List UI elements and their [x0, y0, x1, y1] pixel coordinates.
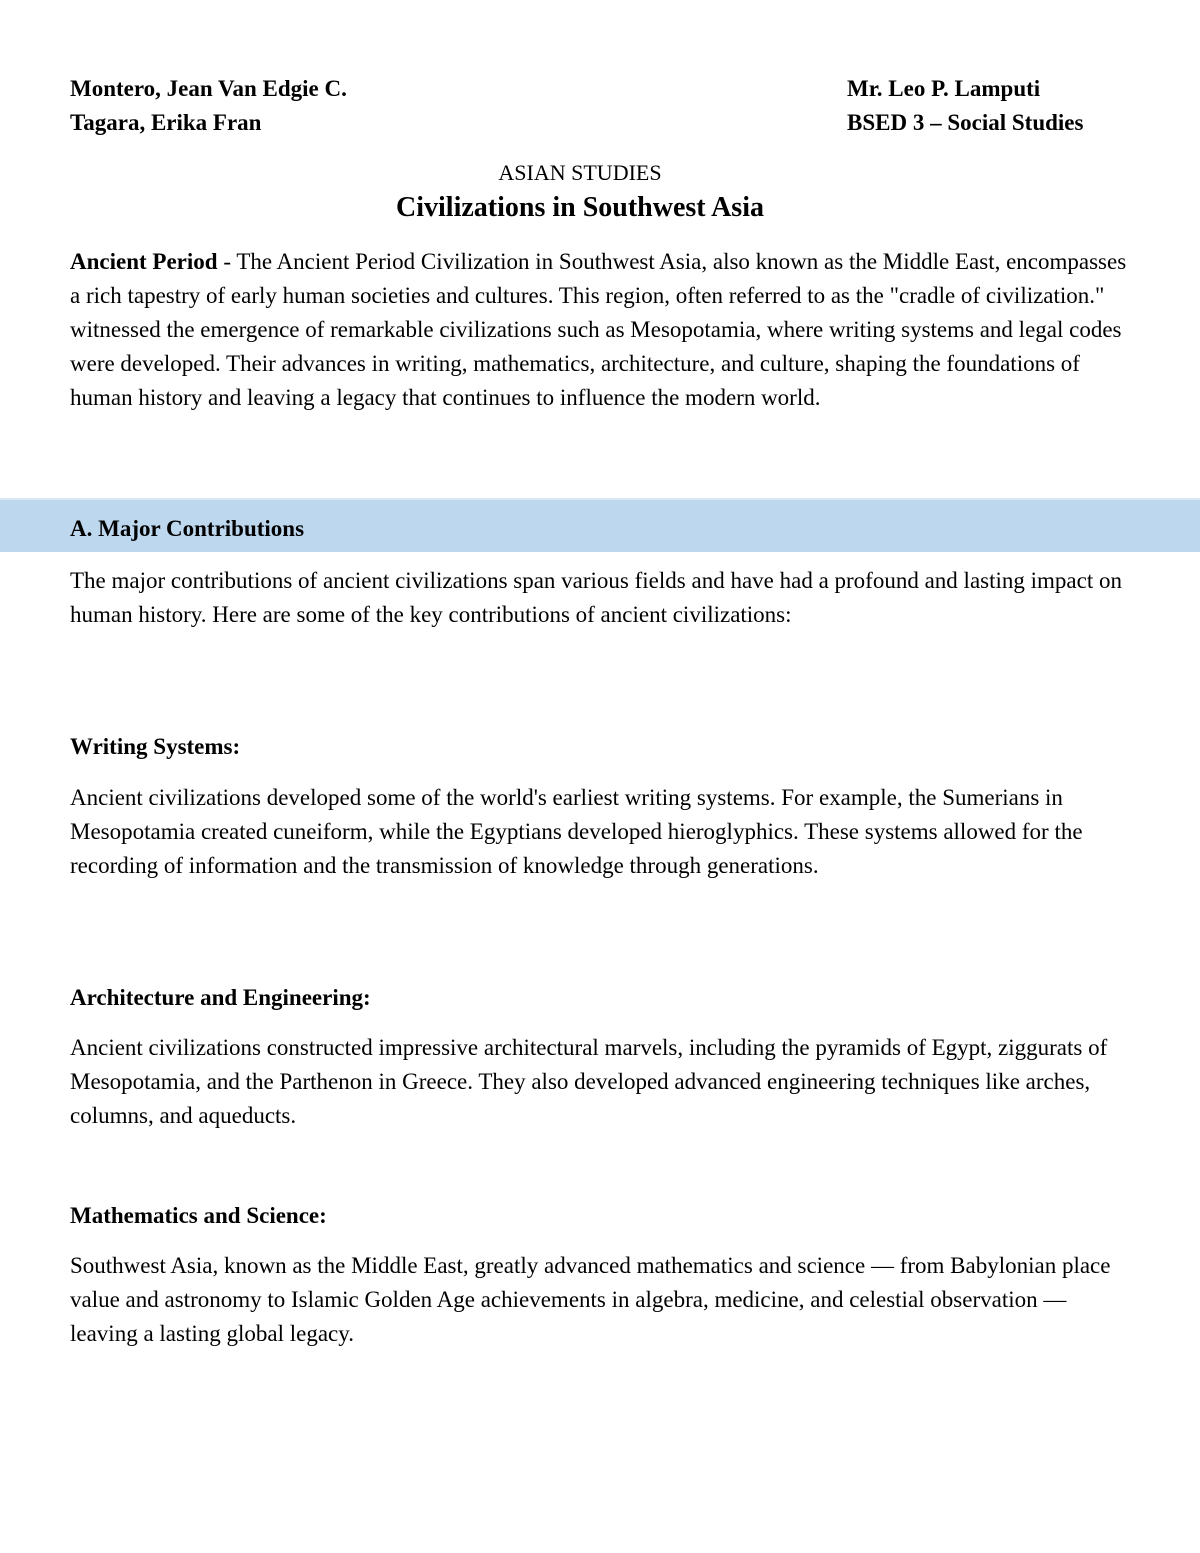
- instructor-info: [847, 72, 1083, 140]
- student-name: Montero, Jean Van Edgie C.: [70, 76, 347, 101]
- student-name: Tagara, Erika Fran: [70, 110, 262, 135]
- student-names: [70, 72, 347, 140]
- subsection-text-mathematics: Southwest Asia, known as the Middle East, greatly advanced mathematics and science — from Babylonian place value and astronomy to Islamic Golden Age achievements in algebra, medicine, and celestial observation — leaving a lasting global legacy.: [70, 1253, 1111, 1346]
- document-title: Civilizations in Southwest Asia: [396, 192, 764, 223]
- course-section: BSED 3 – Social Studies: [847, 110, 1084, 135]
- subsection-heading-writing: Writing Systems:: [70, 734, 241, 759]
- section-heading-bar: [0, 498, 1200, 552]
- subsection-heading-architecture: Architecture and Engineering:: [70, 985, 371, 1010]
- course-name: ASIAN STUDIES: [498, 160, 662, 185]
- section-heading: A. Major Contributions: [70, 516, 305, 541]
- section-intro-paragraph: The major contributions of ancient civilizations span various fields and have had a profound and lasting impact on human history. Here are some of the key contributions of ancient civilizations:: [70, 568, 1122, 627]
- instructor-name: Mr. Leo P. Lamputi: [847, 76, 1041, 101]
- intro-separator: -: [217, 249, 237, 274]
- intro-text: The Ancient Period Civilization in Southwest Asia, also known as the Middle East, encompasses a rich tapestry of early human societies and cultures. This region, often referred to as the "cradle of civilization." witnessed the emergence of remarkable civilizations such as Mesopotamia, where writing systems and legal codes were developed. Their advances in writing, mathematics, architecture, and culture, shaping the foundations of human history and leaving a legacy that continues to influence the modern world.: [70, 249, 1127, 410]
- subsection-heading-mathematics: Mathematics and Science:: [70, 1203, 327, 1228]
- subsection-text-writing: Ancient civilizations developed some of the world's earliest writing systems. For example, the Sumerians in Mesopotamia created cuneiform, while the Egyptians developed hieroglyphics. These systems allowed for the recording of information and the transmission of knowledge through generations.: [70, 785, 1083, 878]
- intro-paragraph: [70, 245, 1132, 415]
- intro-label: Ancient Period: [70, 249, 218, 274]
- subsection-text-architecture: Ancient civilizations constructed impressive architectural marvels, including the pyramids of Egypt, ziggurats of Mesopotamia, and the Parthenon in Greece. They also developed advanced engineering techniques like arches, columns, and aqueducts.: [70, 1035, 1108, 1128]
